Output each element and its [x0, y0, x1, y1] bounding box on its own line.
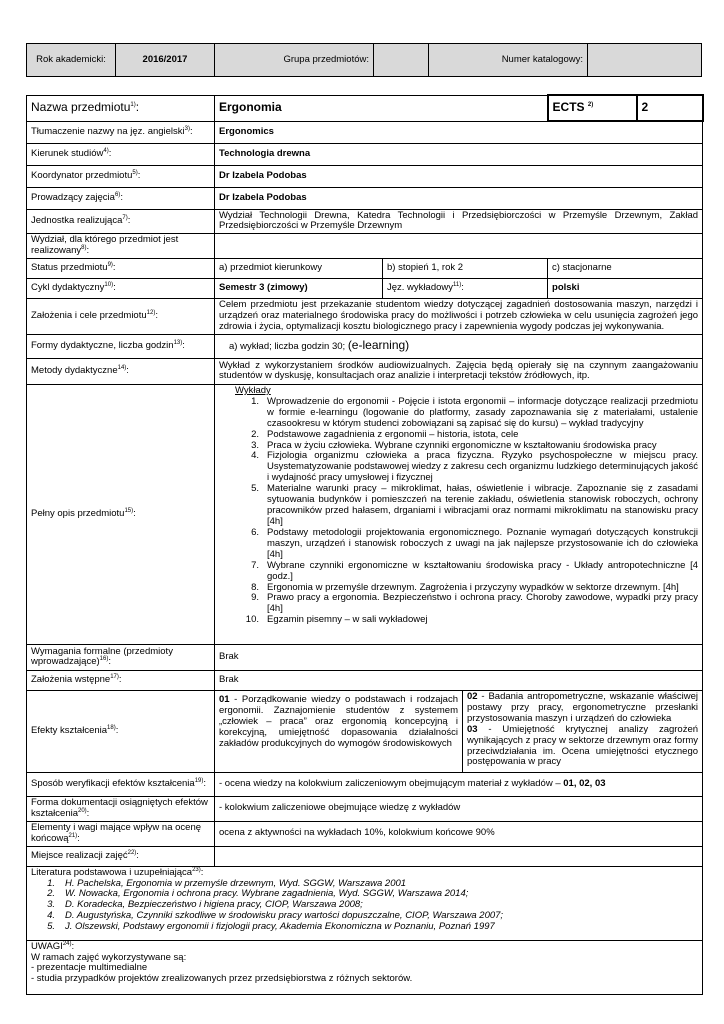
outcome-02-03: [463, 690, 703, 772]
description-item: 1. Wprowadzenie do ergonomii - Pojęcie i istota ergonomii – informacje dotyczące realizacji przedmiotu w formie e-learningu (logowanie do platformy, zasady zapoznawania się z materiałami, ustalenie czasookresu w którym studenci zobowiązani są zapisać się do kursu) – wykład tradycyjny: [251, 395, 699, 429]
literature-label: Literatura podstawowa i uzupełniająca$^{23)}$:: [31, 866, 204, 878]
course-table: [26, 94, 704, 995]
verification-label: Sposób weryfikacji efektów kształcenia$^{19)}$:: [27, 772, 215, 796]
ects-label: ECTS $^{2)}$: [548, 95, 637, 121]
group-value: [374, 44, 429, 77]
requirements-label: Wymagania formalne (przedmioty wprowadzające)$^{16)}$:: [27, 644, 215, 670]
literature-item: 3. D. Koradecka, Bezpieczeństwo i higiena pracy, CIOP, Warszawa 2008;: [47, 899, 363, 911]
description-value: [215, 384, 703, 644]
notes-intro: W ramach zajęć wykorzystywane są:: [31, 951, 187, 963]
lecturer-value: Dr Izabela Podobas: [215, 187, 703, 209]
notes-label: UWAGI$^{24)}$:: [31, 940, 75, 952]
language-label: Jęz. wykładowy$^{11)}$:: [383, 279, 548, 299]
description-item: 4. Fizjologia organizmu człowieka a praca fizyczna. Ryzyko psychospołeczne w miejscu pracy. Usystematyzowanie podstawowej wiedzy z zakresu cech organizmu ludzkiego determinujących jakość i wydajność pracy umysłowej i fizycznej: [251, 450, 699, 484]
documentation-label: Forma dokumentacji osiągniętych efektów kształcenia$^{20)}$:: [27, 796, 215, 821]
row-course-name: [27, 95, 703, 121]
faculty-label: Wydział, dla którego przedmiot jest realizowany$^{8)}$:: [27, 234, 215, 259]
field-label: Kierunek studiów$^{4)}$:: [27, 143, 215, 165]
outcomes-label: Efekty kształcenia$^{18)}$:: [27, 690, 215, 772]
literature-item: 4. D. Augustyńska, Czynniki szkodliwe w środowisku pracy wartości dopuszczalne, CIOP, Warszawa 2007;: [47, 910, 504, 922]
coordinator-value: Dr Izabela Podobas: [215, 165, 703, 187]
notes-item: - studia przypadków projektów zrealizowanych przez przedsiębiorstwa z różnych sektorów.: [31, 973, 413, 985]
place-value: [215, 846, 703, 866]
translation-label: Tłumaczenie nazwy na jęz. angielski$^{3)}$:: [27, 121, 215, 143]
status-c: c) stacjonarne: [548, 259, 703, 279]
forms-label: Formy dydaktyczne, liczba godzin$^{13)}$:: [27, 334, 215, 358]
status-b: b) stopień 1, rok 2: [383, 259, 548, 279]
faculty-value: [215, 234, 703, 259]
prerequisites-value: Brak: [215, 670, 703, 690]
coordinator-label: Koordynator przedmiotu$^{5)}$:: [27, 165, 215, 187]
description-item: 7. Wybrane czynniki ergonomiczne w kształtowaniu środowiska pracy - Układy antropotechniczne [4 godz.]: [251, 559, 699, 582]
field-value: Technologia drewna: [215, 143, 703, 165]
literature-item: 2. W. Nowacka, Ergonomia i ochrona pracy. Wybrane zagadnienia, Wyd. SGGW, Warszawa 2014;: [47, 888, 469, 900]
literature-list: [31, 879, 698, 934]
description-item: 10. Egzamin pisemny – w sali wykładowej: [245, 614, 428, 626]
outcome-02: 02 - Badania antropometryczne, wskazanie właściwej postawy przy pracy, ergonometryczne przesłanki przystosowania maszyn i urządzeń do człowieka: [467, 690, 699, 724]
literature-item: 5. J. Olszewski, Podstawy ergonomii i fizjologii pracy, Akademia Ekonomiczna w Poznaniu, Poznań 1997: [47, 921, 495, 933]
prerequisites-label: Założenia wstępne$^{17)}$:: [27, 670, 215, 690]
description-item: 9. Prawo pracy a ergonomia. Bezpieczeństwo i ochrona pracy. Choroby zawodowe, wypadki przy pracy [4h]: [251, 592, 699, 615]
place-label: Miejsce realizacji zajęć$^{22)}$:: [27, 846, 215, 866]
outcome-01: 01 - Porządkowanie wiedzy o podstawach i rodzajach ergonomii. Zaznajomienie studentów z systemem „człowiek – praca” oraz ergonomią koncepcyjną i korekcyjną, umiejętność dopasowania działalności zakładów produkcyjnych do wymogów środowiskowych: [215, 690, 463, 772]
catalog-value: [588, 44, 702, 77]
header-table: [26, 43, 702, 77]
methods-label: Metody dydaktyczne$^{14)}$:: [27, 358, 215, 384]
cycle-value: Semestr 3 (zimowy): [215, 279, 383, 299]
status-a: a) przedmiot kierunkowy: [215, 259, 383, 279]
verification-value: - ocena wiedzy na kolokwium zaliczeniowym obejmującym materiał z wykładów – 01, 02, 03: [215, 772, 703, 796]
translation-value: Ergonomics: [215, 121, 703, 143]
course-name-value: Ergonomia: [215, 95, 548, 121]
methods-value: Wykład z wykorzystaniem środków audiowizualnych. Zajęcia będą opierały się na czynnym zaangażowaniu studentów w dyskusję, konsultacjach oraz analizie i interpretacji tekstów źródłowych, itp.: [215, 358, 703, 384]
course-name-label: Nazwa przedmiotu$^{1)}$:: [27, 95, 215, 121]
notes-list: [31, 963, 698, 985]
description-heading: Wykłady: [235, 384, 271, 396]
academic-year-label: Rok akademicki:: [27, 44, 116, 77]
description-item: 8. Ergonomia w przemyśle drzewnym. Zagrożenia i przyczyny wypadków w sektorze drzewnym. [4h]: [251, 581, 679, 593]
unit-value: Wydział Technologii Drewna, Katedra Technologii i Przedsiębiorczości w Przemyśle Drzewnym, Zakład Przedsiębiorczości w Przemyśle Drzewnym: [215, 209, 703, 234]
notes-item: - prezentacje multimedialne: [31, 962, 148, 974]
language-value: polski: [548, 279, 703, 299]
ects-value: 2: [637, 95, 703, 121]
weights-label: Elementy i wagi mające wpływ na ocenę końcową$^{21)}$:: [27, 821, 215, 846]
documentation-value: - kolokwium zaliczeniowe obejmujące wiedzę z wykładów: [215, 796, 703, 821]
literature-cell: [27, 866, 703, 940]
description-item: 3. Praca w życiu człowieka. Wybrane czynniki ergonomiczne w kształtowaniu środowiska pracy: [251, 439, 657, 451]
description-label: Pełny opis przedmiotu$^{15)}$:: [27, 384, 215, 644]
description-item: 5. Materialne warunki pracy – mikroklimat, hałas, oświetlenie i wibracje. Zapoznanie się z zasadami sytuowania budynków i pomieszczeń na terenie zakładu, oświetlenia stanowisk roboczych, ochrony pracowników przed hałasem, drganiami i wibracjami oraz normami mikroklimatu na stanowisku pracy [4h]: [251, 483, 699, 528]
requirements-value: Brak: [215, 644, 703, 670]
weights-value: ocena z aktywności na wykładach 10%, kolokwium końcowe 90%: [215, 821, 703, 846]
literature-item: 1. H. Pachelska, Ergonomia w przemyśle drzewnym, Wyd. SGGW, Warszawa 2001: [47, 877, 407, 889]
outcome-03: 03 - Umiejętność krytycznej analizy zagrożeń wynikających z pracy w sektorze drzewnym oraz formy przeciwdziałania im. Ocena umiejętności etycznego postępowania w pracy: [467, 723, 699, 768]
group-label: Grupa przedmiotów:: [215, 44, 374, 77]
unit-label: Jednostka realizująca$^{7)}$:: [27, 209, 215, 234]
description-list: [219, 397, 698, 626]
catalog-label: Numer katalogowy:: [429, 44, 588, 77]
notes-cell: [27, 940, 703, 994]
description-item: 2. Podstawowe zagadnienia z ergonomii – historia, istota, cele: [251, 428, 519, 440]
goals-value: Celem przedmiotu jest przekazanie studentom wiedzy dotyczącej zagadnień dostosowania maszyn, narzędzi i urządzeń oraz materialnego środowiska pracy do możliwości i potrzeb człowieka w celu usunięcia zagrożeń jego zdrowia i życia, optymalizacji kosztu biologicznego pracy i zapewnienia wygody podczas jej wykonywania.: [215, 299, 703, 335]
academic-year-value: 2016/2017: [116, 44, 215, 77]
cycle-label: Cykl dydaktyczny$^{10)}$:: [27, 279, 215, 299]
description-item: 6. Podstawy metodologii projektowania ergonomicznego. Poznanie wymagań dotyczących konstrukcji maszyn, urządzeń i stanowisk roboczych z uwagi na jak najlepsze przystosowanie ich do człowieka [4h]: [251, 526, 699, 560]
goals-label: Założenia i cele przedmiotu$^{12)}$:: [27, 299, 215, 335]
forms-value: a) wykład; liczba godzin 30; (e-learning): [215, 334, 703, 358]
status-label: Status przedmiotu$^{9)}$:: [27, 259, 215, 279]
lecturer-label: Prowadzący zajęcia$^{6)}$:: [27, 187, 215, 209]
